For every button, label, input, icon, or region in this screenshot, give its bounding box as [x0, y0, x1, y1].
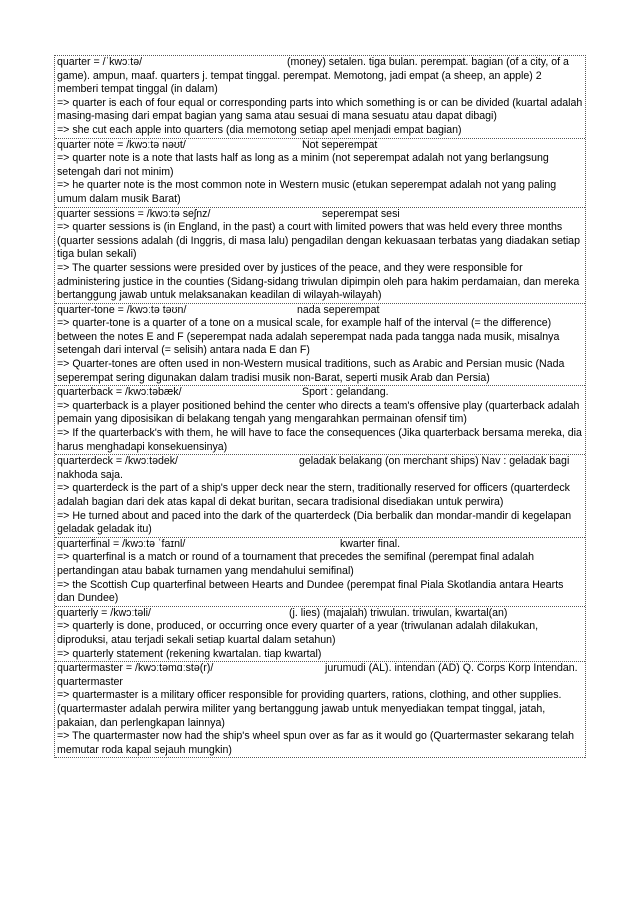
entry-translation: Not seperempat [302, 138, 378, 151]
entry-term: quartermaster = /kwɔːtəmɑːstə(r)/ [57, 662, 214, 675]
dictionary-entry [55, 538, 585, 607]
entry-example: => the Scottish Cup quarterfinal between Hearts and Dundee (perempat final Piala Skotlandia antara Hearts dan Dundee) [57, 578, 564, 605]
entry-translation: (j. lies) (majalah) triwulan. triwulan, kwartal(an) [289, 606, 508, 619]
entry-translation: seperempat sesi [322, 207, 400, 220]
entry-example: => Quarter-tones are often used in non-Western musical traditions, such as Arabic and Persian music (Nada seperempat sering digunakan dalam tradisi musik non-Barat, seperti musik Arab dan Persia) [57, 358, 565, 384]
entry-translation: kwarter final. [340, 537, 401, 550]
dictionary-page [54, 55, 586, 758]
entry-term: quarter = /ˈkwɔːtə/ [57, 56, 143, 68]
entry-term: quarterback = /kwɔːtəbæk/ [57, 386, 182, 399]
entry-example: => quarterdeck is the part of a ship's upper deck near the stern, traditionally reserved for officers (quarterdeck adalah bagian dari dek atas kapal di dekat buritan, secara tradisional disediakan untuk perwira) [57, 482, 570, 508]
entry-term: quarter sessions = /kwɔːtə seʃnz/ [57, 207, 211, 220]
entry-headword-line [57, 386, 583, 400]
entry-translation: geladak belakang (on merchant ships) Nav : geladak bagi [299, 455, 570, 468]
entry-example: => quartermaster is a military officer responsible for providing quarters, rations, clothing, and other supplies. (quartermaster adalah perwira militer yang bertanggung jawab untuk menyediakan tempat tinggal, jatah, pakaian, dan perlengkapan lainnya) [57, 689, 562, 729]
entry-translation: Sport : gelandang. [302, 386, 389, 399]
entry-example: => quarter sessions is (in England, in the past) a court with limited powers that was held every three months (quarter sessions adalah (di Inggris, di masa lalu) pengadilan dengan kekuasaan terbatas yang diadakan setiap tiga bulan sekali) [57, 221, 580, 261]
entry-example: => he quarter note is the most common note in Western music (etukan seperempat adalah not yang paling umum dalam musik Barat) [57, 179, 557, 205]
dictionary-entry [55, 455, 585, 538]
entry-headword-line [57, 455, 583, 469]
entry-example: => If the quarterback's with them, he will have to face the consequences (Jika quarterback bersama mereka, dia harus menghadapi konsekuensinya) [57, 427, 582, 453]
entry-term: quarterfinal = /kwɔːtə ˈfaɪnl/ [57, 537, 186, 550]
entry-translation: nada seperempat [297, 303, 380, 316]
entry-term: quarterdeck = /kwɔːtədek/ [57, 455, 179, 468]
entry-definition: game). ampun, maaf. quarters j. tempat tinggal. perempat. Memotong, jadi empat (a sheep, an apple) 2 memberi tempat tinggal (in dalam) [57, 69, 542, 96]
dictionary-entry [55, 139, 585, 208]
entry-headword-line [57, 538, 583, 552]
dictionary-entry [55, 662, 585, 758]
entry-term: quarterly = /kwɔːtəli/ [57, 606, 151, 619]
entry-headword-line [57, 662, 583, 676]
entry-example: => quarter-tone is a quarter of a tone on a musical scale, for example half of the interval (= the difference) between the notes E and F (seperempat nada adalah seperempat nada pada tangga nada musik, misalnya setengah dari interval (= selisih) antara nada E dan F) [57, 317, 560, 357]
entry-definition: nakhoda saja. [57, 468, 123, 481]
entry-example: => she cut each apple into quarters (dia memotong setiap apel menjadi empat bagian) [57, 123, 462, 136]
entry-example: => The quarter sessions were presided over by justices of the peace, and they were responsible for administering justice in the counties (Sidang-sidang triwulan dipimpin oleh para hakim perdamaian, dan mereka bertanggung jawab untuk melaksanakan keadilan di wilayah-wilayah) [57, 261, 580, 302]
entry-example: => quarterfinal is a match or round of a tournament that precedes the semifinal (perempat final adalah pertandingan atau babak turnamen yang mendahului semifinal) [57, 551, 534, 577]
entry-term: quarter note = /kwɔːtə nəʊt/ [57, 138, 186, 151]
entry-headword-line [57, 607, 583, 621]
entry-example: => quarterly is done, produced, or occurring once every quarter of a year (triwulanan adalah dilakukan, diproduksi, atau terjadi sekali setiap kuartal dalam setahun) [57, 620, 539, 646]
entry-headword-line [57, 56, 583, 70]
dictionary-entry [55, 607, 585, 662]
dictionary-entry [55, 304, 585, 387]
dictionary-entry [55, 56, 585, 139]
entry-headword-line [57, 139, 583, 153]
dictionary-entry [55, 386, 585, 455]
entry-example: => quarterback is a player positioned behind the center who directs a team's offensive play (quarterback adalah pemain yang diposisikan di belakang tengah yang mengarahkan permainan ofensif tim) [57, 399, 580, 426]
entry-definition: quartermaster [57, 675, 123, 688]
entry-translation: (money) setalen. tiga bulan. perempat. bagian (of a city, of a [287, 56, 569, 68]
entry-headword-line [57, 304, 583, 318]
entry-example: => quarter is each of four equal or corresponding parts into which something is or can be divided (kuartal adalah masing-masing dari empat bagian yang sama atau sesuai di mana sesuatu atau dapat dibagi) [57, 96, 583, 123]
entry-example: => The quartermaster now had the ship's wheel spun over as far as it would go (Quartermaster sekarang telah memutar roda kapal sejauh mungkin) [57, 730, 575, 756]
entry-term: quarter-tone = /kwɔːtə təʊn/ [57, 303, 187, 316]
entry-example: => quarterly statement (rekening kwartalan. tiap kwartal) [57, 647, 322, 660]
entry-example: => He turned about and paced into the dark of the quarterdeck (Dia berbalik dan mondar-mandir di kegelapan geladak geladak itu) [57, 509, 572, 536]
entry-translation: jurumudi (AL). intendan (AD) Q. Corps Korp Intendan. [325, 662, 578, 675]
entry-example: => quarter note is a note that lasts half as long as a minim (not seperempat adalah not yang berlangsung setengah dari not minim) [57, 152, 549, 178]
dictionary-entry [55, 208, 585, 304]
entry-headword-line [57, 208, 583, 222]
